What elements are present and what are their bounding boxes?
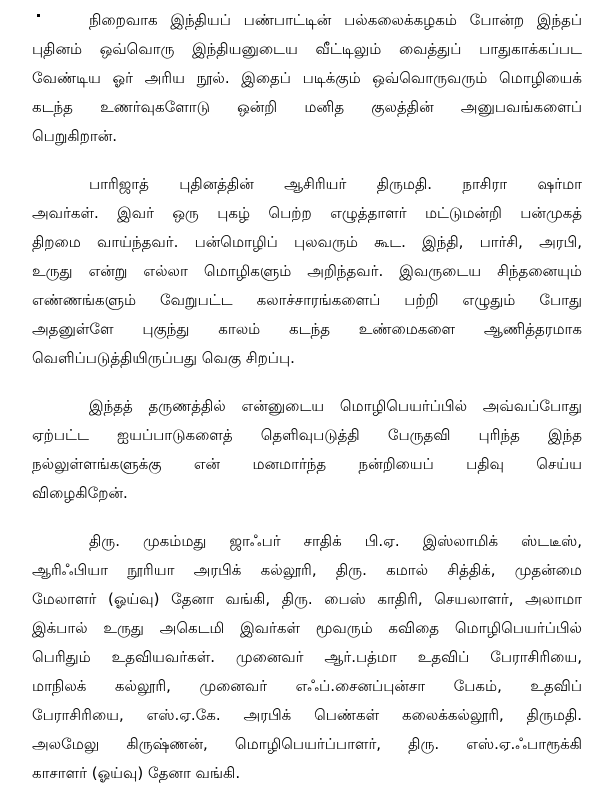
paragraph-2 bbox=[32, 170, 582, 373]
text-line: வெளிப்படுத்தியிருப்பது வெகு சிறப்பு. bbox=[32, 349, 295, 367]
paragraph-gap bbox=[32, 373, 582, 392]
text-line: பெறுகிறான். bbox=[32, 127, 118, 145]
bullet-mark bbox=[37, 14, 40, 17]
text-line: நிறைவாக இந்தியப் பண்பாட்டின் பல்கலைக்கழகம் போன்ற இந்தப் bbox=[89, 11, 582, 29]
text-line: உருது என்று எல்லா மொழிகளும் அறிந்தவர். இவருடைய சிந்தனையும் bbox=[32, 262, 582, 280]
text-line: கடந்த உணர்வுகளோடு ஒன்றி மனித குலத்தின் அனுபவங்களைப் bbox=[32, 98, 582, 116]
text-line: பாரிஜாத் புதினத்தின் ஆசிரியர் திருமதி. நாசிரா ஷர்மா bbox=[89, 175, 582, 193]
text-line: மாநிலக் கல்லூரி, முனைவர் எஃப்.சைனப்புன்சா பேகம், உதவிப் bbox=[32, 677, 582, 695]
paragraph-3 bbox=[32, 392, 582, 508]
paragraph-gap bbox=[32, 508, 582, 527]
text-line: ஆரிஃபியா நூரியா அரபிக் கல்லூரி, திரு. கமால் சித்திக், முதன்மை bbox=[32, 561, 582, 579]
text-line: ஏற்பட்ட ஐயப்பாடுகளைத் தெளிவுபடுத்தி பேருதவி புரிந்த இந்த bbox=[32, 426, 582, 444]
text-line: அலமேலு கிருஷ்ணன், மொழிபெயர்ப்பாளர், திரு. எஸ்.ஏ.ஃபாரூக்கி bbox=[32, 735, 582, 753]
text-line: அவர்கள். இவர் ஒரு புகழ் பெற்ற எழுத்தாளர் மட்டுமன்றி பன்முகத் bbox=[32, 204, 582, 222]
paragraph-4 bbox=[32, 527, 582, 788]
paragraph-gap bbox=[32, 151, 582, 170]
text-line: புதினம் ஒவ்வொரு இந்தியனுடைய வீட்டிலும் வைத்துப் பாதுகாக்கப்பட bbox=[32, 40, 582, 58]
text-line: வேண்டிய ஓர் அரிய நூல். இதைப் படிக்கும் ஒவ்வொருவரும் மொழியைக் bbox=[32, 69, 582, 87]
text-line: எண்ணங்களும் வேறுபட்ட கலாச்சாரங்களைப் பற்றி எழுதும் போது bbox=[32, 291, 582, 309]
text-line: விழைகிறேன். bbox=[32, 484, 128, 502]
text-line: காசாளர் (ஓய்வு) தேனா வங்கி. bbox=[32, 764, 241, 782]
text-line: அதனுள்ளே புகுந்து காலம் கடந்த உண்மைகளை ஆணித்தரமாக bbox=[32, 320, 582, 338]
text-line: திரு. முகம்மது ஜாஃபர் சாதிக் பி.ஏ. இஸ்லாமிக் ஸ்டடீஸ், bbox=[89, 532, 582, 550]
text-line: பெரிதும் உதவியவர்கள். முனைவர் ஆர்.பத்மா உதவிப் பேராசிரியை, bbox=[32, 648, 582, 666]
text-line: இக்பால் உருது அகெடமி இவர்கள் மூவரும் கவிதை மொழிபெயர்ப்பில் bbox=[32, 619, 582, 637]
text-line: மேலாளர் (ஓய்வு) தேனா வங்கி, திரு. பைஸ் காதிரி, செயலாளர், அலாமா bbox=[32, 590, 582, 608]
text-line: திறமை வாய்ந்தவர். பன்மொழிப் புலவரும் கூட. இந்தி, பார்சி, அரபி, bbox=[32, 233, 582, 251]
text-line: நல்லுள்ளங்களுக்கு என் மனமார்ந்த நன்றியைப் பதிவு செய்ய bbox=[32, 455, 582, 473]
paragraph-1 bbox=[32, 6, 582, 151]
text-line: பேராசிரியை, எஸ்.ஏ.கே. அரபிக் பெண்கள் கலைக்கல்லூரி, திருமதி. bbox=[32, 706, 582, 724]
text-line: இந்தத் தருணத்தில் என்னுடைய மொழிபெயர்ப்பில் அவ்வப்போது bbox=[89, 397, 582, 415]
